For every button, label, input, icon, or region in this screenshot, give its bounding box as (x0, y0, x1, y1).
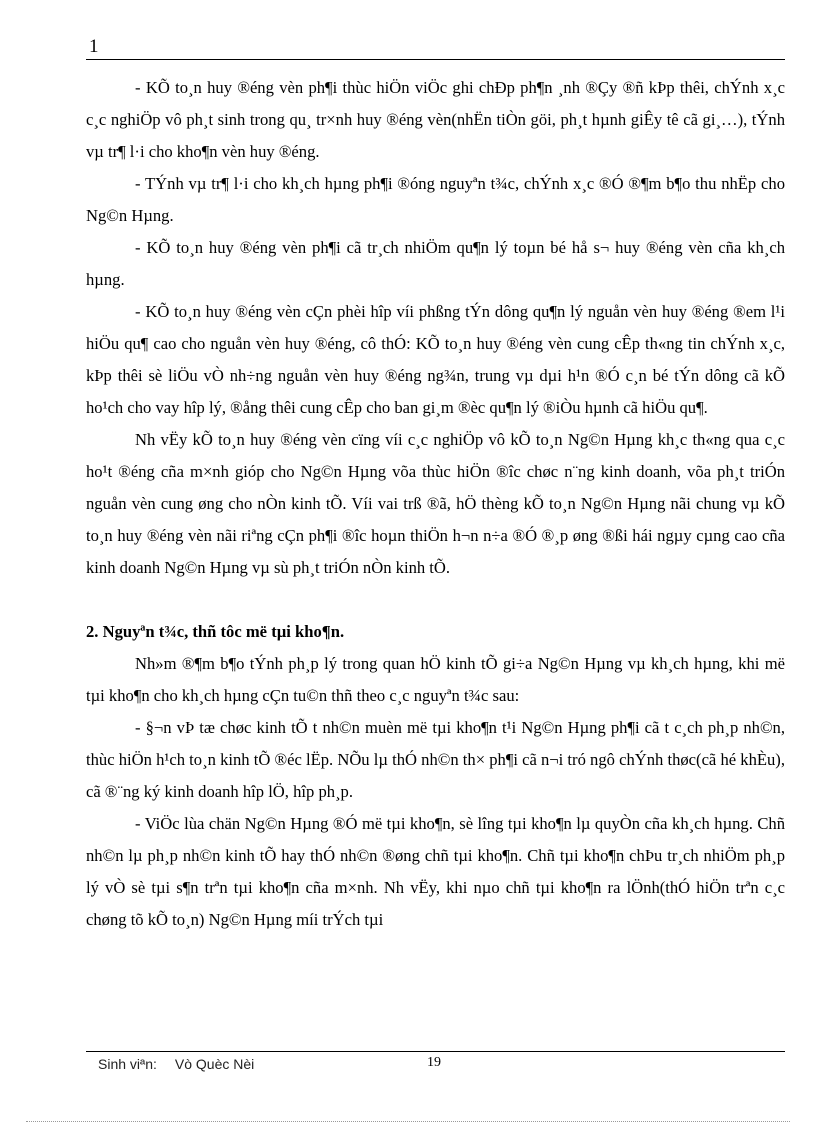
footer-page-number: 19 (427, 1055, 441, 1070)
paragraph-principle-1: - §¬n vÞ tæ chøc kinh tÕ t nh©n muèn më tµi kho¶n t¹i Ng©n Hµng ph¶i cã t c¸ch ph¸p nh©n, thùc hiÖn h¹ch to¸n kinh tÕ ®éc lËp. NÕu lµ thÓ nh©n th× ph¶i cã n¬i tró ngô chÝnh thøc(cã hé khÈu), cã ®¨ng ký kinh doanh hîp lÖ, hîp ph¸p. (86, 718, 785, 801)
header-rule (86, 59, 785, 60)
footer-student-name: Vò Quèc Nèi (174, 1056, 255, 1072)
paragraph-section-intro: Nh»m ®¶m b¶o tÝnh ph¸p lý trong quan hÖ kinh tÕ gi÷a Ng©n Hµng vµ kh¸ch hµng, khi më tµi kho¶n cho kh¸ch hµng cÇn tu©n thñ theo c¸c nguyªn t¾c sau: (86, 654, 785, 705)
section-heading: 2. Nguyªn t¾c, thñ tôc më tµi kho¶n. (86, 622, 345, 641)
paragraph-principle-2: - ViÖc lùa chän Ng©n Hµng ®Ó më tµi kho¶n, sè lîng tµi kho¶n lµ quyÒn cña kh¸ch hµng. Chñ nh©n lµ ph¸p nh©n kinh tÕ hay thÓ nh©n ®øng chñ tµi kho¶n. Chñ tµi kho¶n chÞu tr¸ch nhiÖm ph¸p lý vÒ sè tµi s¶n trªn tµi kho¶n cña m×nh. Nh vËy, khi nµo chñ tµi kho¶n ra lÖnh(thÓ hiÖn trªn c¸c chøng tõ kÕ to¸n) Ng©n Hµng míi trÝch tµi (86, 814, 785, 929)
paragraph-accounting-duties: - KÕ to¸n huy ®éng vèn ph¶i thùc hiÖn viÖc ghi chÐp ph¶n ¸nh ®Çy ®ñ kÞp thêi, chÝnh x¸c c¸c nghiÖp vô ph¸t sinh trong qu¸ tr×nh huy ®éng vèn(nhËn tiÒn göi, ph¸t hµnh giÊy tê cã gi¸…), tÝnh vµ tr¶ l·i cho kho¶n vèn huy ®éng. (86, 78, 785, 161)
paragraph-records-management: - KÕ to¸n huy ®éng vèn ph¶i cã tr¸ch nhiÖm qu¶n lý toµn bé hå s¬ huy ®éng vèn cña kh¸ch hµng. (86, 238, 785, 289)
paragraph-interest-calculation: - TÝnh vµ tr¶ l·i cho kh¸ch hµng ph¶i ®óng nguyªn t¾c, chÝnh x¸c ®Ó ®¶m b¶o thu nhËp cho Ng©n Hµng. (86, 174, 785, 225)
footer-student-label: Sinh viªn: (98, 1056, 157, 1072)
footer-student (98, 1056, 254, 1072)
page-header-number: 1 (89, 36, 99, 57)
document-body (86, 72, 785, 936)
paragraph-summary: Nh vËy kÕ to¸n huy ®éng vèn cïng víi c¸c nghiÖp vô kÕ to¸n Ng©n Hµng kh¸c th«ng qua c¸c ho¹t ®éng cña m×nh gióp cho Ng©n Hµng võa thùc hiÖn ®îc chøc n¨ng kinh doanh, võa ph¸t triÓn nguån vèn cung øng cho nÒn kinh tÕ. Víi vai trß ®ã, hÖ thèng kÕ to¸n Ng©n Hµng nãi chung vµ kÕ to¸n huy ®éng vèn nãi riªng cÇn ph¶i ®îc hoµn thiÖn h¬n n÷a ®Ó ®¸p øng ®ßi hái ngµy cµng cao cña kinh doanh Ng©n Hµng vµ sù ph¸t triÓn nÒn kinh tÕ. (86, 430, 785, 577)
paragraph-coordination: - KÕ to¸n huy ®éng vèn cÇn phèi hîp víi phßng tÝn dông qu¶n lý nguån vèn huy ®éng ®em l¹i hiÖu qu¶ cao cho nguån vèn huy ®éng, cô thÓ: KÕ to¸n huy ®éng vèn cung cÊp th«ng tin chÝnh x¸c, kÞp thêi sè liÖu vÒ nh÷ng nguån vèn huy ®éng ng¾n, trung vµ dµi h¹n ®Ó c¸n bé tÝn dông cã kÕ ho¹ch cho vay hîp lý, ®ång thêi cung cÊp cho ban gi¸m ®èc qu¶n lý ®iÒu hµnh cã hiÖu qu¶. (86, 302, 785, 417)
page-bottom-border (26, 1121, 790, 1122)
footer-rule (86, 1051, 785, 1052)
